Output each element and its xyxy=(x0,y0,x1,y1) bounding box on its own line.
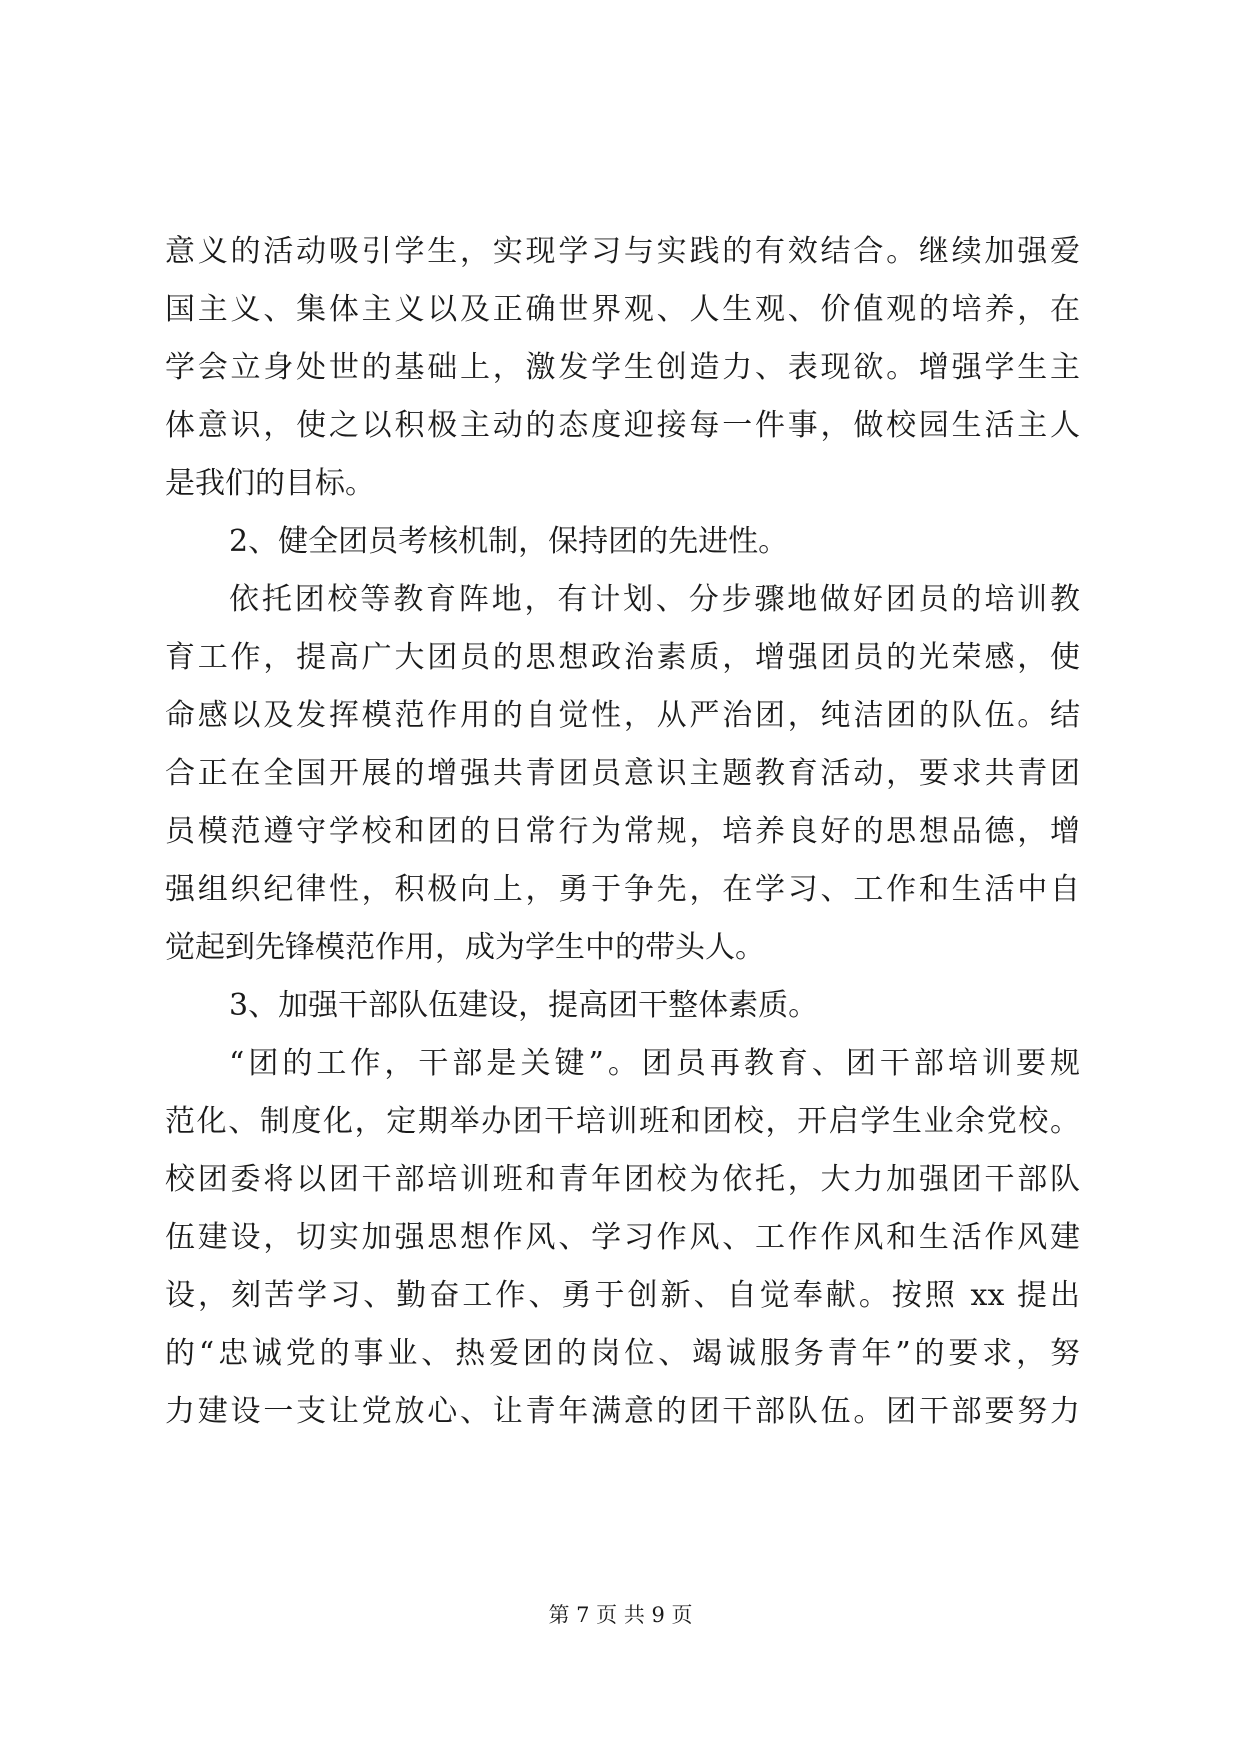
text-line: 国主义、集体主义以及正确世界观、人生观、价值观的培养，在 xyxy=(165,292,1080,327)
text-line: 学会立身处世的基础上，激发学生创造力、表现欲。增强学生主 xyxy=(165,350,1080,385)
text-line: 合正在全国开展的增强共青团员意识主题教育活动，要求共青团 xyxy=(165,756,1080,791)
text-line: 育工作，提高广大团员的思想政治素质，增强团员的光荣感，使 xyxy=(165,640,1080,675)
section-heading: 3、加强干部队伍建设，提高团干整体素质。 xyxy=(229,988,819,1023)
text-line: 伍建设，切实加强思想作风、学习作风、工作作风和生活作风建 xyxy=(165,1220,1080,1255)
text-line: 命感以及发挥模范作用的自觉性，从严治团，纯洁团的队伍。结 xyxy=(165,698,1080,733)
section-heading: 2、健全团员考核机制，保持团的先进性。 xyxy=(229,524,789,559)
text-line: 的“忠诚党的事业、热爱团的岗位、竭诚服务青年”的要求，努 xyxy=(165,1336,1080,1371)
text-line: 是我们的目标。 xyxy=(165,466,375,501)
text-line: “团的工作，干部是关键”。团员再教育、团干部培训要规 xyxy=(229,1046,1080,1081)
text-line: 力建设一支让党放心、让青年满意的团干部队伍。团干部要努力 xyxy=(165,1394,1080,1429)
page-number-footer: 第 7 页 共 9 页 xyxy=(548,1603,693,1627)
text-line: 意义的活动吸引学生，实现学习与实践的有效结合。继续加强爱 xyxy=(165,234,1080,269)
text-line: 校团委将以团干部培训班和青年团校为依托，大力加强团干部队 xyxy=(165,1162,1080,1197)
text-line: 依托团校等教育阵地，有计划、分步骤地做好团员的培训教 xyxy=(229,582,1080,617)
text-line: 范化、制度化，定期举办团干培训班和团校，开启学生业余党校。 xyxy=(165,1104,1080,1139)
text-line: 体意识，使之以积极主动的态度迎接每一件事，做校园生活主人 xyxy=(165,408,1080,443)
text-line: 员模范遵守学校和团的日常行为常规，培养良好的思想品德，增 xyxy=(165,814,1080,849)
text-line: 设，刻苦学习、勤奋工作、勇于创新、自觉奉献。按照 xx 提出 xyxy=(165,1278,1080,1313)
text-line: 觉起到先锋模范作用，成为学生中的带头人。 xyxy=(165,930,765,965)
text-line: 强组织纪律性，积极向上，勇于争先，在学习、工作和生活中自 xyxy=(165,872,1080,907)
